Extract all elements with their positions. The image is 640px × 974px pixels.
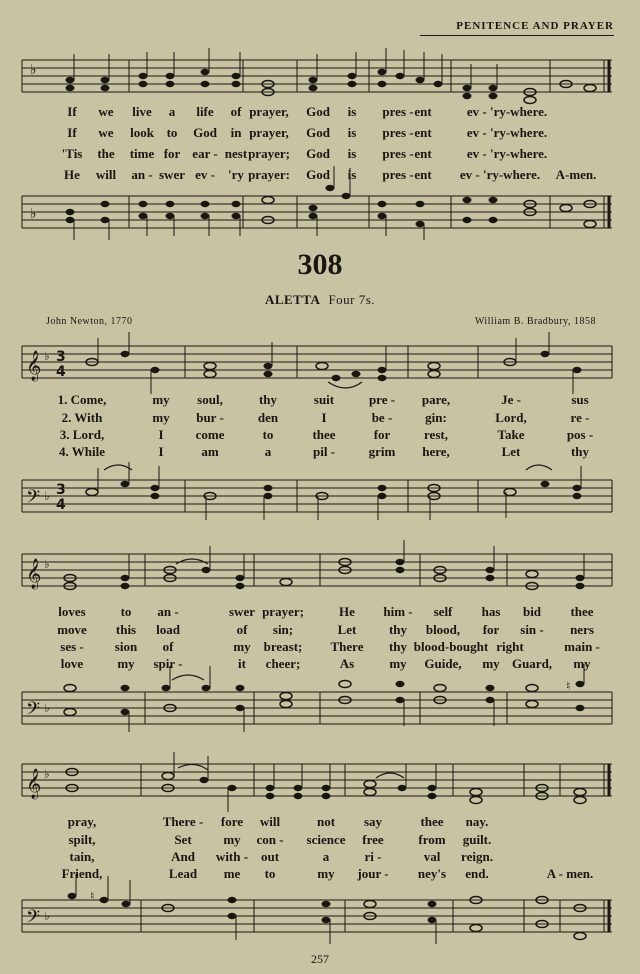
- lyric-line: [0, 427, 640, 444]
- lyric-syllable: I: [158, 427, 164, 442]
- lyric-syllable: spir -: [153, 656, 183, 671]
- lyric-syllable: A-men.: [555, 167, 597, 182]
- lyric-syllable: a: [322, 849, 330, 864]
- svg-text:♭: ♭: [44, 489, 50, 503]
- lyric-syllable: here,: [422, 444, 450, 459]
- lyric-syllable: has: [481, 604, 501, 619]
- lyric-syllable: we: [98, 104, 114, 119]
- lyric-syllable: blood,: [425, 622, 461, 637]
- lyric-syllable: grim: [368, 444, 396, 459]
- meter: Four 7s.: [328, 292, 376, 307]
- lyric-syllable: As: [339, 656, 355, 671]
- lyric-syllable: of: [230, 104, 242, 119]
- running-head: PENITENCE AND PRAYER: [456, 20, 614, 32]
- lyric-syllable: say: [363, 814, 383, 829]
- lyric-syllable: ev - 'ry-where.: [466, 125, 548, 140]
- lyric-syllable: pres -: [382, 104, 414, 119]
- lyric-syllable: If: [67, 125, 77, 140]
- lyric-line: [0, 444, 640, 461]
- lyric-syllable: is: [347, 104, 357, 119]
- lyric-syllable: thee: [570, 604, 594, 619]
- svg-text:3: 3: [56, 482, 66, 498]
- svg-text:♭: ♭: [30, 206, 37, 222]
- lyric-syllable: I: [158, 444, 164, 459]
- lyric-syllable: Let: [501, 444, 521, 459]
- music-credit: William B. Bradbury, 1858: [474, 316, 596, 327]
- lyric-syllable: look: [130, 125, 154, 140]
- lyric-syllable: ev -: [195, 167, 215, 182]
- lyric-syllable: in: [230, 125, 242, 140]
- lyric-syllable: my: [152, 392, 170, 407]
- svg-text:𝄞: 𝄞: [26, 769, 42, 799]
- lyric-syllable: thy: [388, 639, 408, 654]
- lyric-syllable: soul,: [197, 392, 223, 407]
- lyric-syllable: suit: [313, 392, 335, 407]
- treble-staff: [22, 764, 612, 796]
- lyric-syllable: for: [482, 622, 500, 637]
- lyric-syllable: Set: [174, 832, 192, 847]
- lyric-syllable: my: [573, 656, 591, 671]
- lyric-syllable: load: [156, 622, 180, 637]
- lyric-line: [0, 849, 640, 866]
- lyric-syllable: pres -: [382, 125, 414, 140]
- lyric-syllable: pos -: [566, 427, 594, 442]
- lyric-syllable: 'ry: [228, 167, 244, 182]
- lyric-syllable: swer: [229, 604, 255, 619]
- lyric-syllable: pre -: [368, 392, 396, 407]
- lyric-syllable: 4. While: [59, 444, 105, 459]
- lyric-syllable: will: [95, 167, 117, 182]
- lyric-syllable: pray,: [67, 814, 97, 829]
- lyric-syllable: nay.: [465, 814, 489, 829]
- lyric-syllable: sus: [571, 392, 589, 407]
- lyric-syllable: prayer;: [262, 604, 304, 619]
- lyric-syllable: tain,: [69, 849, 95, 864]
- lyric-line: [0, 866, 640, 883]
- lyric-syllable: will: [259, 814, 281, 829]
- lyric-syllable: loves: [58, 604, 86, 619]
- lyric-syllable: we: [98, 125, 114, 140]
- lyric-syllable: God: [193, 125, 217, 140]
- stems: [74, 48, 497, 240]
- lyric-syllable: guilt.: [462, 832, 492, 847]
- lyric-syllable: re -: [570, 410, 590, 425]
- lyric-syllable: sin;: [272, 622, 294, 637]
- lyric-syllable: swer: [159, 167, 185, 182]
- lyric-syllable: bur -: [196, 410, 224, 425]
- lyric-syllable: is: [347, 167, 357, 182]
- lyric-syllable: Let: [337, 622, 357, 637]
- lyric-syllable: den: [257, 410, 279, 425]
- lyric-syllable: with -: [215, 849, 249, 864]
- lyric-syllable: thy: [258, 392, 278, 407]
- lyric-syllable: 2. With: [61, 410, 103, 425]
- svg-text:♭: ♭: [44, 767, 50, 781]
- lyric-line: [0, 104, 640, 121]
- lyric-syllable: breast;: [263, 639, 303, 654]
- lyric-syllable: ent: [414, 104, 432, 119]
- lyric-syllable: my: [117, 656, 135, 671]
- lyric-syllable: my: [233, 639, 251, 654]
- svg-text:𝄢: 𝄢: [26, 907, 41, 932]
- lyric-line: [0, 392, 640, 409]
- lyric-syllable: end.: [465, 866, 489, 881]
- lyric-syllable: God: [306, 146, 330, 161]
- lyric-syllable: my: [317, 866, 335, 881]
- lyric-syllable: ev - 'ry-where.: [459, 167, 541, 182]
- lyric-syllable: not: [316, 814, 336, 829]
- treble-staff: [22, 346, 612, 378]
- lyric-syllable: gin:: [425, 410, 447, 425]
- lyric-syllable: a: [168, 104, 176, 119]
- lyric-syllable: rest,: [424, 427, 448, 442]
- lyric-syllable: me: [223, 866, 241, 881]
- svg-text:♭: ♭: [44, 701, 50, 715]
- lyric-syllable: for: [373, 427, 391, 442]
- svg-text:𝄞: 𝄞: [26, 351, 42, 381]
- lyric-syllable: an -: [157, 604, 179, 619]
- lyric-syllable: out: [260, 849, 280, 864]
- slurs: [178, 764, 404, 778]
- lyric-syllable: fore: [220, 814, 244, 829]
- lyric-syllable: prayer,: [249, 125, 289, 140]
- lyric-syllable: He: [64, 167, 80, 182]
- lyric-syllable: of: [236, 622, 248, 637]
- lyric-syllable: 'Tis: [61, 146, 83, 161]
- svg-text:♭: ♭: [44, 349, 50, 363]
- lyric-syllable: A - men.: [546, 866, 594, 881]
- svg-text:𝄞: 𝄞: [26, 559, 42, 589]
- lyric-syllable: ev - 'ry-where.: [466, 146, 548, 161]
- bass-staff: [22, 692, 612, 724]
- lyric-syllable: prayer;: [248, 146, 290, 161]
- lyric-syllable: self: [433, 604, 453, 619]
- lyric-line: [0, 814, 640, 831]
- bass-staff: [22, 480, 612, 512]
- lyric-syllable: And: [171, 849, 195, 864]
- lyric-syllable: ri -: [364, 849, 382, 864]
- lyric-syllable: 3. Lord,: [59, 427, 105, 442]
- lyric-syllable: am: [201, 444, 219, 459]
- words-credit: John Newton, 1770: [46, 316, 133, 327]
- lyric-syllable: pil -: [312, 444, 336, 459]
- lyric-syllable: prayer:: [248, 167, 290, 182]
- lyric-line: [0, 622, 640, 639]
- lyric-syllable: for: [163, 146, 181, 161]
- lyric-syllable: pres -: [382, 146, 414, 161]
- lyric-syllable: thy: [570, 444, 590, 459]
- lyric-syllable: move: [57, 622, 87, 637]
- lyric-syllable: of: [162, 639, 174, 654]
- lyric-syllable: my: [482, 656, 500, 671]
- lyric-syllable: time: [129, 146, 155, 161]
- svg-text:3: 3: [56, 349, 66, 365]
- svg-text:𝄢: 𝄢: [26, 487, 41, 512]
- hymn-number: 308: [297, 248, 343, 281]
- svg-text:♭: ♭: [30, 62, 37, 78]
- lyric-syllable: ent: [414, 167, 432, 182]
- lyric-syllable: God: [306, 125, 330, 140]
- svg-text:𝄢: 𝄢: [26, 699, 41, 724]
- page-number: 257: [311, 952, 329, 966]
- lyric-syllable: my: [389, 656, 407, 671]
- lyric-syllable: to: [264, 866, 276, 881]
- lyric-syllable: live: [132, 104, 152, 119]
- lyric-syllable: ent: [414, 125, 432, 140]
- lyric-syllable: a: [264, 444, 272, 459]
- lyric-line: [0, 604, 640, 621]
- lyric-line: [0, 639, 640, 656]
- lyric-line: [0, 410, 640, 427]
- lyric-syllable: Lord,: [495, 410, 527, 425]
- key-signature-flat: [30, 62, 37, 222]
- lyric-syllable: There: [330, 639, 364, 654]
- lyric-syllable: ners: [570, 622, 594, 637]
- lyric-syllable: Guide,: [424, 656, 462, 671]
- treble-staff: [22, 554, 612, 586]
- lyric-syllable: ses -: [60, 639, 84, 654]
- lyric-syllable: God: [306, 167, 330, 182]
- tune-line: [0, 292, 640, 308]
- lyric-syllable: 1. Come,: [57, 392, 107, 407]
- lyric-syllable: pres -: [382, 167, 414, 182]
- lyric-syllable: Friend,: [61, 866, 103, 881]
- lyric-syllable: main -: [564, 639, 600, 654]
- lyric-syllable: jour -: [357, 866, 389, 881]
- svg-text:♭: ♭: [44, 909, 50, 923]
- lyric-syllable: thee: [312, 427, 336, 442]
- lyric-syllable: sin -: [520, 622, 544, 637]
- tune-name: ALETTA: [264, 292, 321, 307]
- lyric-line: [0, 656, 640, 673]
- lyric-syllable: Take: [497, 427, 525, 442]
- lyric-syllable: ent: [414, 146, 432, 161]
- lyric-line: [0, 125, 640, 142]
- lyric-syllable: love: [60, 656, 84, 671]
- lyric-syllable: him -: [383, 604, 413, 619]
- lyric-line: [0, 146, 640, 163]
- natural-sign: ♮: [566, 679, 571, 693]
- lyric-syllable: to: [166, 125, 178, 140]
- lyric-syllable: ev - 'ry-where.: [466, 104, 548, 119]
- lyric-syllable: Lead: [168, 866, 198, 881]
- lyric-syllable: thee: [420, 814, 444, 829]
- lyric-syllable: con -: [256, 832, 284, 847]
- svg-text:4: 4: [56, 497, 66, 513]
- lyric-syllable: He: [339, 604, 355, 619]
- lyric-syllable: thy: [388, 622, 408, 637]
- lyric-syllable: come: [195, 427, 225, 442]
- lyric-syllable: God: [306, 104, 330, 119]
- lyric-syllable: to: [262, 427, 274, 442]
- lyric-syllable: science: [306, 832, 346, 847]
- lyric-syllable: nest: [224, 146, 248, 161]
- lyric-syllable: val: [423, 849, 441, 864]
- lyric-syllable: Je -: [501, 392, 521, 407]
- lyric-syllable: There -: [162, 814, 204, 829]
- lyric-syllable: right: [496, 639, 524, 654]
- lyric-syllable: the: [97, 146, 115, 161]
- lyric-line: [0, 832, 640, 849]
- lyric-syllable: sion: [114, 639, 138, 654]
- lyric-syllable: If: [67, 104, 77, 119]
- svg-text:4: 4: [56, 364, 66, 380]
- bass-staff: [22, 900, 612, 932]
- lyric-syllable: blood-bought: [413, 639, 489, 654]
- svg-text:♮: ♮: [90, 889, 95, 903]
- lyric-syllable: ear -: [192, 146, 218, 161]
- lyric-syllable: my: [152, 410, 170, 425]
- lyric-syllable: from: [418, 832, 446, 847]
- lyric-syllable: is: [347, 125, 357, 140]
- lyric-syllable: it: [238, 656, 246, 671]
- lyric-syllable: prayer,: [249, 104, 289, 119]
- lyric-syllable: ney's: [417, 866, 447, 881]
- svg-text:♭: ♭: [44, 557, 50, 571]
- lyric-syllable: Guard,: [511, 656, 553, 671]
- lyric-syllable: be -: [371, 410, 393, 425]
- lyric-syllable: free: [362, 832, 384, 847]
- lyric-syllable: pare,: [421, 392, 451, 407]
- header-rule: [420, 35, 614, 36]
- lyric-syllable: spilt,: [68, 832, 96, 847]
- lyric-syllable: reign.: [461, 849, 493, 864]
- lyric-syllable: I: [321, 410, 327, 425]
- lyric-syllable: to: [120, 604, 132, 619]
- lyric-syllable: my: [223, 832, 241, 847]
- lyric-syllable: life: [196, 104, 214, 119]
- lyric-syllable: this: [115, 622, 137, 637]
- lyric-line: [0, 167, 640, 184]
- lyric-syllable: is: [347, 146, 357, 161]
- lyric-syllable: cheer;: [265, 656, 301, 671]
- lyric-syllable: an -: [131, 167, 153, 182]
- lyric-syllable: bid: [522, 604, 542, 619]
